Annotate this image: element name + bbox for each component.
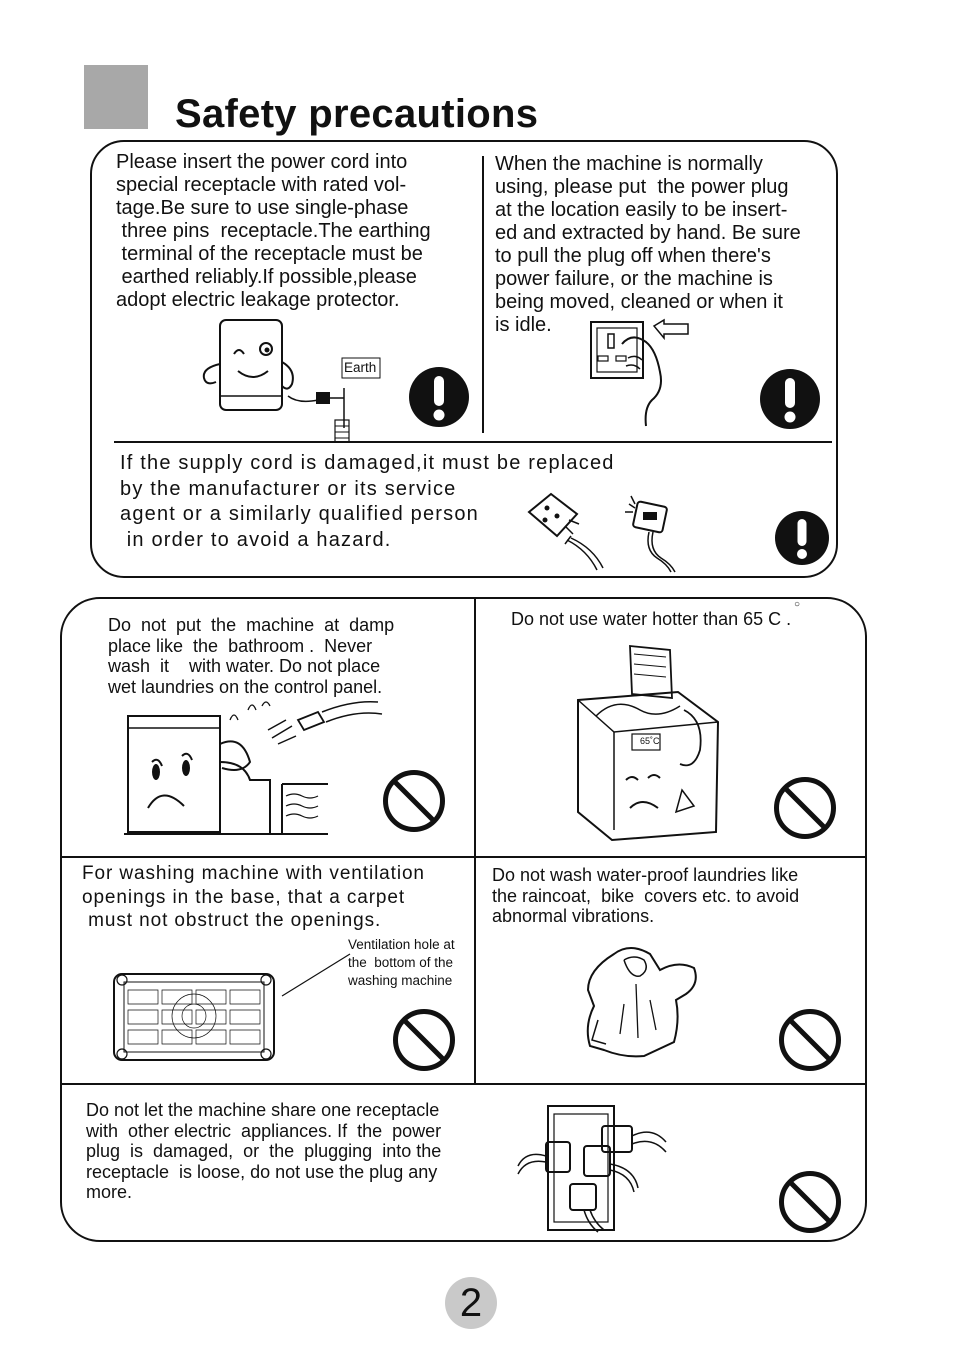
header-gray-square — [84, 65, 148, 129]
waterproof-laundry-warning: Do not wash water-proof laundries like the raincoat, bike covers etc. to avoid abnormal vibrations. — [492, 865, 800, 926]
panel2-divider-2 — [62, 1083, 865, 1085]
page-number: 2 — [445, 1277, 497, 1329]
earthed-machine-illustration — [198, 316, 388, 446]
page-title: Safety precautions — [175, 92, 539, 136]
raincoat-illustration — [584, 944, 704, 1056]
panel2-vertical-divider — [474, 599, 476, 1083]
damaged-plugs-illustration — [525, 490, 685, 572]
degree-symbol: ○ — [794, 599, 801, 610]
damp-place-warning: Do not put the machine at damp place like the bathroom . Never wash it with water. Do not place wet laundries on the control panel. — [108, 615, 395, 697]
exclamation-icon — [774, 510, 830, 566]
hot-water-warning: Do not use water hotter than 65 C . — [511, 609, 792, 629]
panel1-vertical-divider — [482, 156, 484, 433]
exclamation-icon — [408, 366, 470, 428]
ventilation-warning: For washing machine with ventilation openings in the base, that a carpet must not obstruct the openings. — [82, 863, 425, 931]
panel2-divider-1 — [62, 856, 865, 858]
temperature-label: 65˚C — [640, 736, 660, 746]
machine-base-illustration — [110, 950, 360, 1065]
prohibited-icon — [778, 1008, 842, 1072]
machine-sprayed-illustration — [122, 700, 382, 840]
power-cord-instructions: Please insert the power cord into special receptacle with rated vol- tage.Be sure to use single-phase three pins receptacle.The earthing terminal of the receptacle must be earthed reliably.If possible,please adopt electric leakage protector. — [116, 151, 431, 311]
prohibited-icon — [382, 769, 446, 833]
unplugging-hand-illustration — [588, 318, 698, 428]
prohibited-icon — [778, 1170, 842, 1234]
prohibited-icon — [392, 1008, 456, 1072]
supply-cord-warning: If the supply cord is damaged,it must be replaced by the manufacturer or its service agent or a similarly qualified person in order to avoid a hazard. — [120, 452, 615, 551]
exclamation-icon — [759, 368, 821, 430]
shared-receptacle-warning: Do not let the machine share one receptacle with other electric appliances. If the power plug is damaged, or the plugging into the receptacle is loose, do not use the plug any more. — [86, 1100, 442, 1202]
earth-label: Earth — [344, 360, 377, 375]
prohibited-icon — [773, 776, 837, 840]
ventilation-hole-label: Ventilation hole at the bottom of the washing machine — [348, 937, 455, 988]
overloaded-socket-illustration — [514, 1100, 670, 1234]
power-plug-instructions: When the machine is normally using, please put the power plug at the location easily to be insert- ed and extracted by hand. Be sure to pull the plug off when there's power failure, or the machine is being moved, cleaned or when it is idle. — [495, 153, 801, 336]
